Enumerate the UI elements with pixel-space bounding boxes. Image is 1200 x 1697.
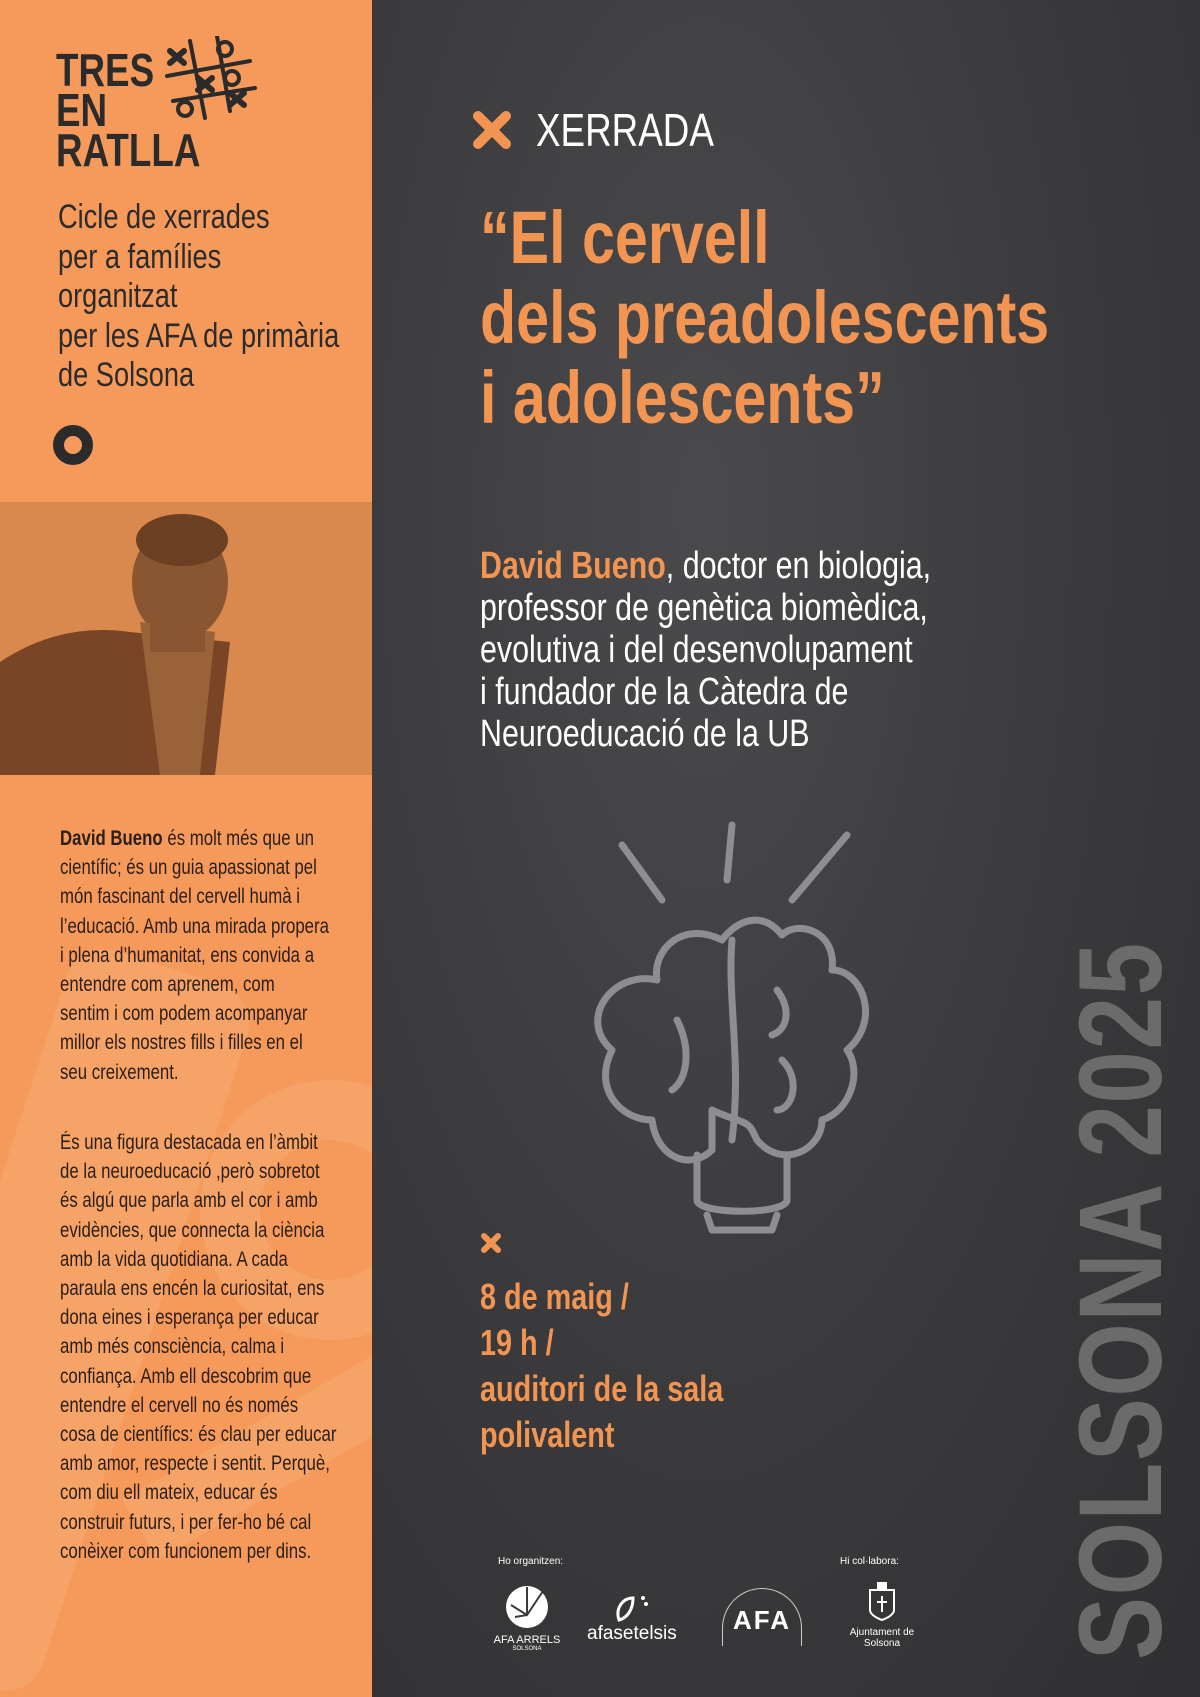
event-venue: polivalent bbox=[480, 1414, 615, 1455]
logo-afa-arrels bbox=[492, 1585, 562, 1652]
bio-line: científic; és un guia apassionat pel bbox=[60, 856, 317, 880]
bio-paragraph-1 bbox=[60, 824, 372, 1087]
bio-line: com diu ell mateix, educar és bbox=[60, 1481, 278, 1505]
leaf-icon bbox=[615, 1594, 649, 1622]
cycle-line: de Solsona bbox=[58, 356, 195, 394]
left-panel bbox=[0, 0, 372, 1697]
cycle-line: per a famílies bbox=[58, 237, 222, 276]
logo-ajuntament bbox=[832, 1580, 932, 1649]
speaker-line: , doctor en biologia, bbox=[665, 545, 932, 587]
bio-line: cosa de científics: és clau per educar bbox=[60, 1423, 337, 1447]
event-time: 19 h / bbox=[480, 1322, 554, 1363]
title-line: i adolescents” bbox=[480, 356, 885, 439]
bio-line: seu creixement. bbox=[60, 1060, 179, 1084]
speaker-name: David Bueno bbox=[480, 545, 666, 587]
bio-line: és algú que parla amb el cor i amb bbox=[60, 1189, 318, 1213]
logo-text: AFA ARRELS bbox=[493, 1634, 561, 1646]
bio-line: amb més consciència, calma i bbox=[60, 1335, 285, 1359]
speaker-line: evolutiva i del desenvolupament bbox=[480, 629, 913, 671]
bio-line: és molt més que un bbox=[162, 827, 314, 850]
event-type-label: XERRADA bbox=[536, 104, 714, 156]
bio-line: confiança. Amb ell descobrim que bbox=[60, 1364, 312, 1388]
bio-line: evidències, que connecta la ciència bbox=[60, 1218, 325, 1242]
bio-line: construir futurs, i per fer-ho bé cal bbox=[60, 1510, 312, 1534]
speaker-line: i fundador de la Càtedra de bbox=[480, 671, 849, 713]
event-type bbox=[472, 103, 758, 157]
event-venue: auditori de la sala bbox=[480, 1368, 724, 1409]
bio-line: paraula ens encén la curiositat, ens bbox=[60, 1277, 325, 1301]
cycle-description bbox=[58, 198, 372, 396]
bio-line: de la neuroeducació ,però sobretot bbox=[60, 1160, 320, 1184]
logo-text: afasetelsis bbox=[587, 1623, 677, 1644]
bio-paragraph-2 bbox=[60, 1128, 372, 1566]
circle-icon bbox=[53, 425, 93, 465]
bio-line: i plena d’humanitat, ens convida a bbox=[60, 943, 315, 967]
title-line: dels preadolescents bbox=[480, 276, 1050, 359]
speaker-photo bbox=[0, 502, 372, 775]
chalkboard-panel bbox=[372, 0, 1200, 1697]
coat-of-arms-icon bbox=[867, 1580, 897, 1622]
title-line: “El cervell bbox=[480, 196, 770, 279]
brand-line: TRES bbox=[56, 44, 155, 96]
bio-line: entendre el cervell no és només bbox=[60, 1393, 299, 1417]
bio-line: conèixer com funcionem per dins. bbox=[60, 1539, 312, 1563]
logo-text: AFA bbox=[733, 1605, 791, 1635]
bio-line: món fascinant del cervell humà i bbox=[60, 885, 300, 909]
bio-name: David Bueno bbox=[60, 827, 163, 850]
bio-line: dona eines i esperança per educar bbox=[60, 1306, 319, 1330]
tic-tac-toe-icon bbox=[165, 36, 260, 126]
cross-icon bbox=[480, 1232, 502, 1254]
logo-text: Ajuntament de Solsona bbox=[849, 1627, 915, 1649]
cycle-line: Cicle de xerrades bbox=[58, 198, 270, 236]
bio-line: És una figura destacada en l’àmbit bbox=[60, 1131, 318, 1154]
logo-text: SOLSONA bbox=[512, 1646, 542, 1652]
bio-line: amb amor, respecte i sentit. Perquè, bbox=[60, 1452, 330, 1476]
speaker-info bbox=[480, 545, 1044, 755]
vertical-text: SOLSONA 2025 bbox=[1055, 941, 1187, 1660]
cross-icon bbox=[472, 110, 512, 150]
speaker-line: Neuroeducació de la UB bbox=[480, 713, 810, 755]
bio-line: amb la vida quotidiana. A cada bbox=[60, 1247, 288, 1271]
bio-line: sentim i com podem acompanyar bbox=[60, 1002, 308, 1026]
collab-label: Hi col·labora: bbox=[840, 1556, 899, 1567]
event-title bbox=[480, 198, 1192, 438]
event-details bbox=[480, 1274, 784, 1458]
bio-line: millor els nostres fills i filles en el bbox=[60, 1031, 303, 1055]
cycle-line: per les AFA de primària bbox=[58, 316, 340, 355]
cycle-line: organitzat bbox=[58, 277, 178, 315]
bio-line: l’educació. Amb una mirada propera bbox=[60, 914, 329, 938]
bio-line: entendre com aprenem, com bbox=[60, 973, 275, 997]
brain-lightbulb-icon bbox=[582, 820, 902, 1240]
speaker-line: professor de genètica biomèdica, bbox=[480, 587, 928, 629]
logo-afa-setelsis-people bbox=[722, 1588, 802, 1646]
logo-afasetelsis bbox=[587, 1594, 677, 1645]
brand-line: RATLLA bbox=[56, 124, 201, 176]
organizers-label: Ho organitzen: bbox=[498, 1556, 564, 1567]
brand-line: EN bbox=[56, 84, 108, 136]
vertical-year-text bbox=[1055, 762, 1187, 1660]
tree-circle-icon bbox=[505, 1585, 549, 1629]
event-date: 8 de maig / bbox=[480, 1276, 629, 1317]
